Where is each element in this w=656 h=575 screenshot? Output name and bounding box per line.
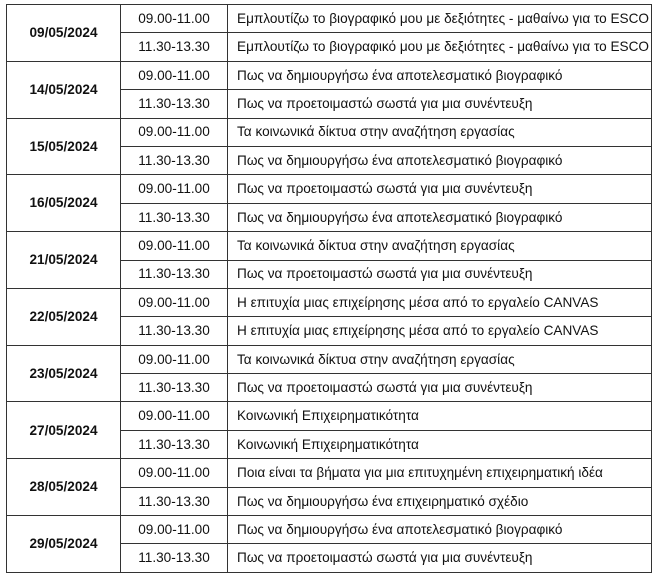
schedule-table bbox=[6, 4, 652, 573]
time-cell: 11.30-13.30 bbox=[121, 260, 228, 288]
topic-cell: Εμπλουτίζω το βιογραφικό μου με δεξιότητες - μαθαίνω για το ESCO bbox=[228, 5, 652, 33]
time-cell: 09.00-11.00 bbox=[121, 118, 228, 146]
table-row bbox=[7, 345, 652, 373]
topic-cell: Πως να προετοιμαστώ σωστά για μια συνέντευξη bbox=[228, 175, 652, 203]
date-cell: 14/05/2024 bbox=[7, 61, 121, 118]
date-cell: 15/05/2024 bbox=[7, 118, 121, 175]
topic-cell: Πως να δημιουργήσω ένα αποτελεσματικό βιογραφικό bbox=[228, 516, 652, 544]
time-cell: 11.30-13.30 bbox=[121, 146, 228, 174]
time-cell: 11.30-13.30 bbox=[121, 203, 228, 231]
time-cell: 09.00-11.00 bbox=[121, 459, 228, 487]
topic-cell: Κοινωνική Επιχειρηματικότητα bbox=[228, 402, 652, 430]
date-cell: 09/05/2024 bbox=[7, 5, 121, 62]
topic-cell: Πως να δημιουργήσω ένα αποτελεσματικό βιογραφικό bbox=[228, 203, 652, 231]
schedule-table-body bbox=[7, 5, 652, 573]
date-cell: 16/05/2024 bbox=[7, 175, 121, 232]
topic-cell: Εμπλουτίζω το βιογραφικό μου με δεξιότητες - μαθαίνω για το ESCO bbox=[228, 33, 652, 61]
topic-cell: Ποια είναι τα βήματα για μια επιτυχημένη επιχειρηματική ιδέα bbox=[228, 459, 652, 487]
time-cell: 09.00-11.00 bbox=[121, 232, 228, 260]
time-cell: 11.30-13.30 bbox=[121, 317, 228, 345]
time-cell: 11.30-13.30 bbox=[121, 90, 228, 118]
time-cell: 09.00-11.00 bbox=[121, 345, 228, 373]
time-cell: 09.00-11.00 bbox=[121, 402, 228, 430]
topic-cell: Πως να δημιουργήσω ένα αποτελεσματικό βιογραφικό bbox=[228, 61, 652, 89]
time-cell: 09.00-11.00 bbox=[121, 175, 228, 203]
table-row bbox=[7, 118, 652, 146]
time-cell: 09.00-11.00 bbox=[121, 516, 228, 544]
time-cell: 11.30-13.30 bbox=[121, 487, 228, 515]
topic-cell: Πως να δημιουργήσω ένα επιχειρηματικό σχέδιο bbox=[228, 487, 652, 515]
topic-cell: Πως να δημιουργήσω ένα αποτελεσματικό βιογραφικό bbox=[228, 146, 652, 174]
time-cell: 11.30-13.30 bbox=[121, 374, 228, 402]
time-cell: 09.00-11.00 bbox=[121, 5, 228, 33]
time-cell: 09.00-11.00 bbox=[121, 61, 228, 89]
topic-cell: Τα κοινωνικά δίκτυα στην αναζήτηση εργασίας bbox=[228, 345, 652, 373]
topic-cell: Κοινωνική Επιχειρηματικότητα bbox=[228, 430, 652, 458]
table-row bbox=[7, 61, 652, 89]
date-cell: 29/05/2024 bbox=[7, 516, 121, 573]
topic-cell: Πως να προετοιμαστώ σωστά για μια συνέντευξη bbox=[228, 260, 652, 288]
date-cell: 22/05/2024 bbox=[7, 288, 121, 345]
table-row bbox=[7, 402, 652, 430]
time-cell: 11.30-13.30 bbox=[121, 430, 228, 458]
table-row bbox=[7, 459, 652, 487]
date-cell: 21/05/2024 bbox=[7, 232, 121, 289]
table-row bbox=[7, 175, 652, 203]
topic-cell: Τα κοινωνικά δίκτυα στην αναζήτηση εργασίας bbox=[228, 118, 652, 146]
time-cell: 11.30-13.30 bbox=[121, 33, 228, 61]
topic-cell: Πως να προετοιμαστώ σωστά για μια συνέντευξη bbox=[228, 90, 652, 118]
table-row bbox=[7, 5, 652, 33]
topic-cell: Πως να προετοιμαστώ σωστά για μια συνέντευξη bbox=[228, 374, 652, 402]
table-row bbox=[7, 232, 652, 260]
date-cell: 23/05/2024 bbox=[7, 345, 121, 402]
table-row bbox=[7, 516, 652, 544]
time-cell: 09.00-11.00 bbox=[121, 288, 228, 316]
date-cell: 28/05/2024 bbox=[7, 459, 121, 516]
topic-cell: Τα κοινωνικά δίκτυα στην αναζήτηση εργασίας bbox=[228, 232, 652, 260]
time-cell: 11.30-13.30 bbox=[121, 544, 228, 572]
topic-cell: Η επιτυχία μιας επιχείρησης μέσα από το εργαλείο CANVAS bbox=[228, 317, 652, 345]
topic-cell: Πως να προετοιμαστώ σωστά για μια συνέντευξη bbox=[228, 544, 652, 572]
topic-cell: Η επιτυχία μιας επιχείρησης μέσα από το εργαλείο CANVAS bbox=[228, 288, 652, 316]
date-cell: 27/05/2024 bbox=[7, 402, 121, 459]
table-row bbox=[7, 288, 652, 316]
